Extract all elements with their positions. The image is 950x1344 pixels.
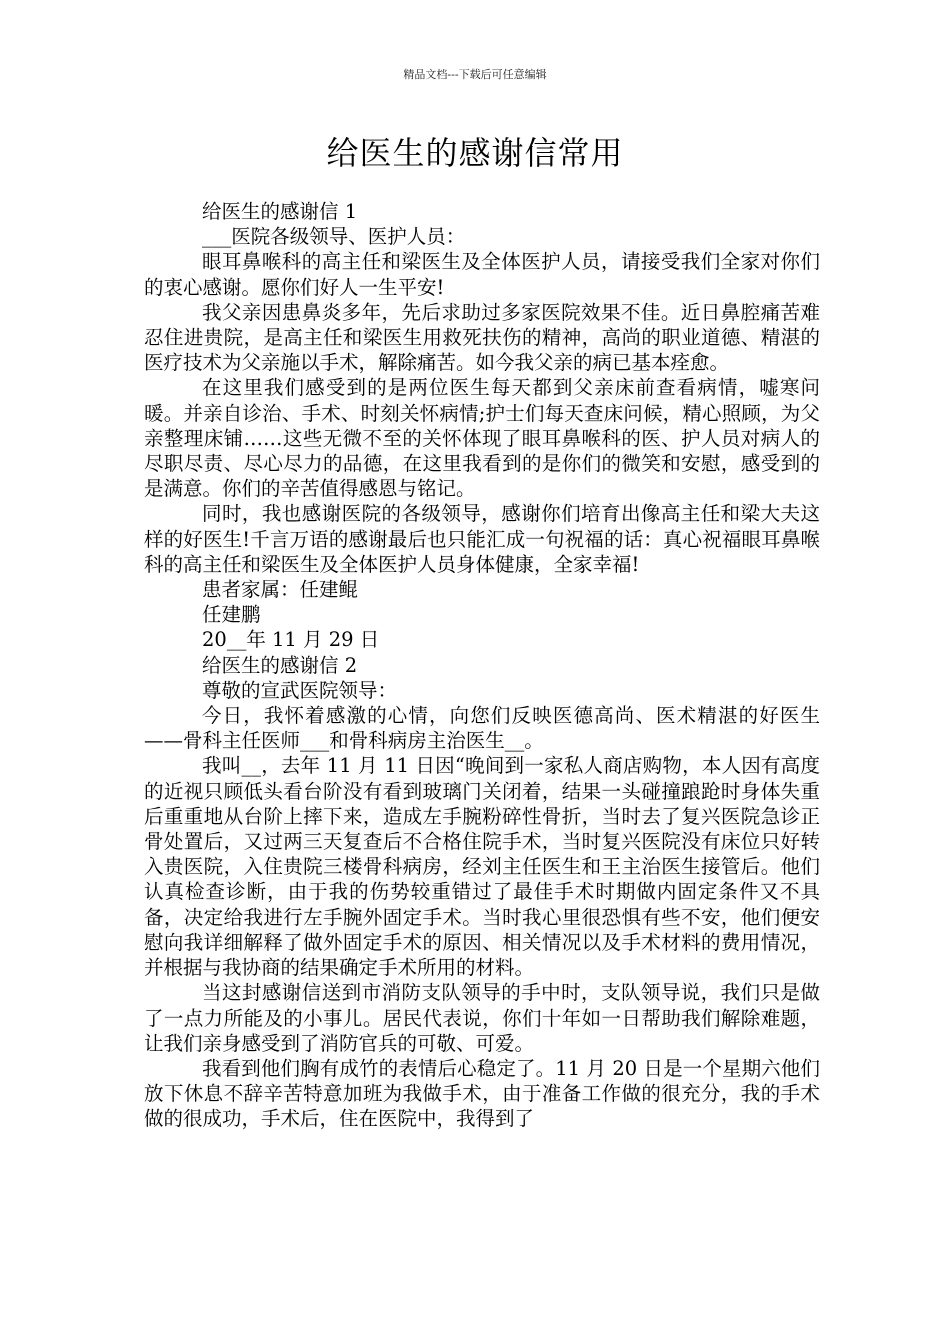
document-body: [144, 199, 820, 1132]
paragraph: 我看到他们胸有成竹的表情后心稳定了。11 月 20 日是一个星期六他们放下休息不辞辛苦特意加班为我做手术，由于准备工作做的很充分，我的手术做的很成功，手术后，住在医院中，我得到了: [144, 1056, 820, 1131]
paragraph: 20__年 11 月 29 日: [202, 628, 380, 652]
document-title: 给医生的感谢信常用: [326, 134, 624, 172]
paragraph: 给医生的感谢信 1: [202, 200, 358, 223]
paragraph: 我叫__，去年 11 月 11 日因“晚间到一家私人商店购物，本人因有高度的近视只顾低头看台阶没有看到玻璃门关闭着，结果一头碰撞踉跄时身体失重后重重地从台阶上摔下来，造成左手腕粉碎性骨折，当时去了复兴医院急诊正骨处置后，又过两三天复查后不合格住院手术，当时复兴医院没有床位只好转入贵医院，入住贵院三楼骨科病房，经刘主任医生和王主治医生接管后。他们认真检查诊断，由于我的伤势较重错过了最佳手术时期做内固定条件又不具备，决定给我进行左手腕外固定手术。当时我心里很恐惧有些不安，他们便安慰向我详细解释了做外固定手术的原因、相关情况以及手术材料的费用情况，并根据与我协商的结果确定手术所用的材料。: [144, 754, 820, 980]
paragraph: 给医生的感谢信 2: [202, 653, 358, 677]
paragraph: 同时，我也感谢医院的各级领导，感谢你们培育出像高主任和梁大夫这样的好医生!千言万语的感谢最后也只能汇成一句祝福的话：真心祝福眼耳鼻喉科的高主任和梁医生及全体医护人员身体健康，全家幸福!: [144, 502, 820, 576]
paragraph: 尊敬的宣武医院领导：: [202, 678, 398, 702]
paragraph: 我父亲因患鼻炎多年，先后求助过多家医院效果不佳。近日鼻腔痛苦难忍住进贵院，是高主任和梁医生用救死扶伤的精神，高尚的职业道德、精湛的医疗技术为父亲施以手术，解除痛苦。如今我父亲的病已基本痊愈。: [144, 300, 820, 375]
paragraph: 患者家属：任建鲲: [202, 578, 359, 602]
paragraph: 今日，我怀着感激的心情，向您们反映医德高尚、医术精湛的好医生——骨科主任医师___和骨科病房主治医生__。: [144, 704, 820, 753]
paragraph: 在这里我们感受到的是两位医生每天都到父亲床前查看病情，嘘寒问暖。并亲自诊治、手术、时刻关怀病情;护士们每天查床问候，精心照顾，为父亲整理床铺……这些无微不至的关怀体现了眼耳鼻喉科的医、护人员对病人的尽职尽责、尽心尽力的品德，在这里我看到的是你们的微笑和安慰，感受到的是满意。你们的辛苦值得感恩与铭记。: [144, 376, 820, 501]
page-header: 精品文档---下载后可任意编辑: [403, 68, 547, 81]
paragraph: 眼耳鼻喉科的高主任和梁医生及全体医护人员，请接受我们全家对你们的衷心感谢。愿你们好人一生平安!: [144, 250, 820, 299]
paragraph: 当这封感谢信送到市消防支队领导的手中时，支队领导说，我们只是做了一点力所能及的小事儿。居民代表说，你们十年如一日帮助我们解除难题，让我们亲身感受到了消防官兵的可敬、可爱。: [144, 981, 820, 1055]
paragraph: 任建鹏: [202, 603, 261, 627]
paragraph: ___医院各级领导、医护人员：: [202, 225, 466, 249]
